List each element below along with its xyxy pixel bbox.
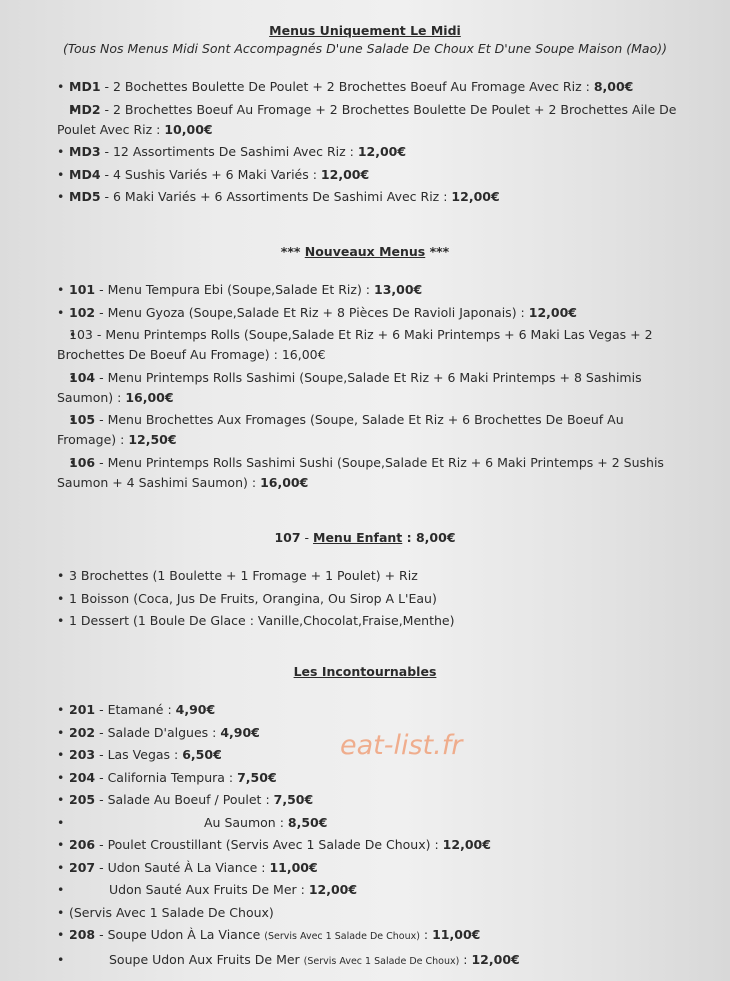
list-item: • 1 Dessert (1 Boule De Glace : Vanille,Chocolat,Fraise,Menthe) [57,611,677,631]
list-item: • MD1 - 2 Bochettes Boulette De Poulet + 2 Brochettes Boeuf Au Fromage Avec Riz : 8,00€ [57,77,677,97]
list-item: • 205 - Salade Au Boeuf / Poulet : 7,50€ [57,790,677,810]
nouveaux-menu-list [57,280,677,495]
list-item: • Udon Sauté Aux Fruits De Mer : 12,00€ [57,880,677,900]
section-title-nouveaux: *** Nouveaux Menus *** [280,244,450,259]
list-item: • MD3 - 12 Assortiments De Sashimi Avec Riz : 12,00€ [57,142,677,162]
list-item: • 206 - Poulet Croustillant (Servis Avec 1 Salade De Choux) : 12,00€ [57,835,677,855]
section-title-enfant: 107 - Menu Enfant : 8,00€ [274,530,456,545]
midi-menu-list [57,77,677,210]
list-item: • 204 - California Tempura : 7,50€ [57,768,677,788]
list-item: • 102 - Menu Gyoza (Soupe,Salade Et Riz + 8 Pièces De Ravioli Japonais) : 12,00€ [57,303,677,323]
list-item: • Soupe Udon Aux Fruits De Mer (Servis Avec 1 Salade De Choux) : 12,00€ [57,950,677,972]
enfant-menu-list [57,566,677,634]
list-item: • 101 - Menu Tempura Ebi (Soupe,Salade Et Riz) : 13,00€ [57,280,677,300]
section-subtitle-midi: (Tous Nos Menus Midi Sont Accompagnés D'une Salade De Choux Et D'une Soupe Maison (Mao)) [63,41,667,56]
list-item: • MD4 - 4 Sushis Variés + 6 Maki Variés : 12,00€ [57,165,677,185]
watermark-logo: eat-list.fr [340,730,463,761]
list-item: • 201 - Etamané : 4,90€ [57,700,677,720]
list-item: • 207 - Udon Sauté À La Viance : 11,00€ [57,858,677,878]
list-item: • 104 - Menu Printemps Rolls Sashimi (Soupe,Salade Et Riz + 6 Maki Printemps + 8 Sashimis Saumon) : 16,00€ [57,368,677,408]
list-item: • 103 - Menu Printemps Rolls (Soupe,Salade Et Riz + 6 Maki Printemps + 6 Maki Las Vegas + 2 Brochettes De Boeuf Au Fromage) : 16,00€ [57,325,677,365]
list-item: • 105 - Menu Brochettes Aux Fromages (Soupe, Salade Et Riz + 6 Brochettes De Boeuf Au Fromage) : 12,50€ [57,410,677,450]
list-item: • 106 - Menu Printemps Rolls Sashimi Sushi (Soupe,Salade Et Riz + 6 Maki Printemps + 2 Sushis Saumon + 4 Sashimi Saumon) : 16,00€ [57,453,677,493]
list-item: • 1 Boisson (Coca, Jus De Fruits, Orangina, Ou Sirop A L'Eau) [57,589,677,609]
list-item: • 202 - Salade D'algues : 4,90€ [57,723,677,743]
list-item: • 203 - Las Vegas : 6,50€ [57,745,677,765]
section-title-incontournables: Les Incontournables [293,664,437,679]
list-item: • MD2 - 2 Brochettes Boeuf Au Fromage + 2 Brochettes Boulette De Poulet + 2 Brochettes Aile De Poulet Avec Riz : 10,00€ [57,100,677,140]
list-item: • 3 Brochettes (1 Boulette + 1 Fromage + 1 Poulet) + Riz [57,566,677,586]
list-item: • MD5 - 6 Maki Variés + 6 Assortiments De Sashimi Avec Riz : 12,00€ [57,187,677,207]
list-item: • 208 - Soupe Udon À La Viance (Servis Avec 1 Salade De Choux) : 11,00€ [57,925,677,947]
section-title-midi: Menus Uniquement Le Midi [269,23,461,38]
list-item: • Au Saumon : 8,50€ [57,813,677,833]
list-item: • (Servis Avec 1 Salade De Choux) [57,903,677,923]
